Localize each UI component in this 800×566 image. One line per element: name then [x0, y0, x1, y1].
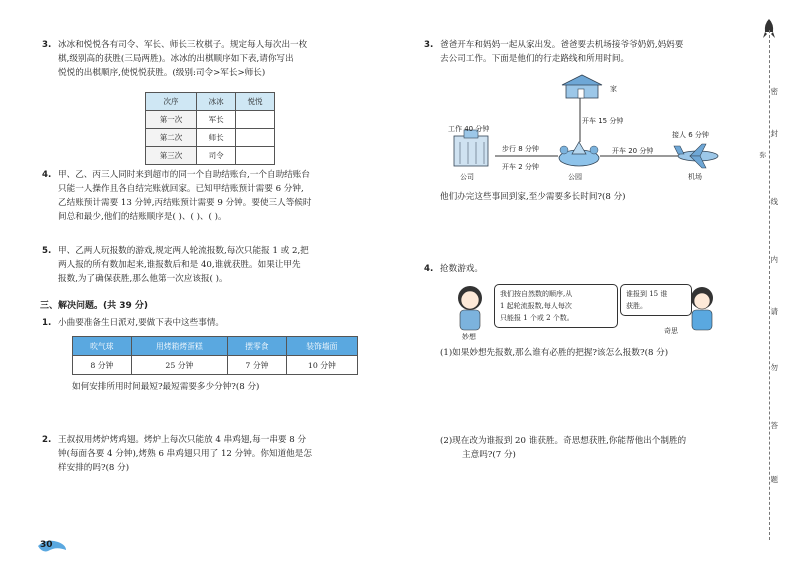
q4-line-1: 甲、乙、丙三人同时来到超市的同一个自助结账台,一个自助结账台 — [58, 170, 310, 180]
s1-number: 1. — [42, 318, 52, 328]
page-number: 30 — [40, 540, 53, 550]
bubble-left-line: 只能报 1 个或 2 个数。 — [500, 314, 574, 322]
name-qisi: 奇思 — [664, 327, 678, 335]
q4-line-2: 只能一人操作且各自结完账就回家。已知甲结账预计需要 6 分钟, — [58, 184, 304, 194]
map-label-airport: 机场 — [688, 173, 702, 181]
sidebar-char: 答 — [770, 421, 778, 430]
s4-sub1: (1)如果妙想先报数,那么谁有必胜的把握?该怎么报数?(8 分) — [440, 348, 669, 358]
q3-table-cell: 第一次 — [146, 111, 197, 129]
bubble-right-line: 谁报到 15 谁 — [626, 290, 668, 298]
q3-table-cell: 第二次 — [146, 129, 197, 147]
q3-table-header-yueyue: 悦悦 — [236, 93, 275, 111]
s1-table-value: 25 分钟 — [131, 356, 227, 375]
q3-table — [145, 92, 275, 165]
q3-answer-cell[interactable] — [236, 111, 275, 129]
q5-line-1: 甲、乙两人玩报数的游戏,规定两人轮流报数,每次只能报 1 或 2,把 — [58, 246, 309, 256]
q3-table-header-bingbing: 冰冰 — [197, 93, 236, 111]
binding-line — [769, 30, 770, 540]
q3-table-header-order: 次序 — [146, 93, 197, 111]
bubble-left-line: 我们按自然数的顺序,从 — [500, 290, 573, 298]
q4-line-3: 乙结账预计需要 13 分钟,丙结账预计需要 9 分钟。要使三人等候时 — [58, 198, 312, 208]
sidebar-char: 线 — [770, 197, 778, 206]
map-label-home: 家 — [610, 85, 617, 93]
house-icon — [562, 75, 602, 98]
map-label-drive-park-company: 开车 2 分钟 — [502, 163, 539, 171]
s1-table-header: 装饰墙面 — [286, 337, 357, 356]
sidebar-char: 内 — [770, 255, 778, 264]
s2-number: 2. — [42, 435, 52, 445]
s1-table-header: 吹气球 — [73, 337, 132, 356]
s1-line: 小曲要准备生日派对,要做下表中这些事情。 — [58, 318, 225, 328]
sidebar-char: 请 — [770, 307, 778, 316]
map-label-walk: 步行 8 分钟 — [502, 145, 539, 153]
sidebar-char: 密 — [770, 87, 778, 96]
q3-line-2: 棋,级别高的获胜(三局两胜)。冰冰的出棋顺序如下表,请你写出 — [58, 54, 294, 64]
sidebar-mi: 弥 — [759, 151, 766, 159]
airplane-icon — [674, 144, 718, 168]
s1-table-value: 8 分钟 — [73, 356, 132, 375]
bubble-right-line: 获胜。 — [626, 302, 647, 310]
q3-table-cell: 军长 — [197, 111, 236, 129]
q3-line-1: 冰冰和悦悦各有司令、军长、师长三枚棋子。规定每人每次出一枚 — [58, 40, 308, 50]
q3-answer-cell[interactable] — [236, 147, 275, 165]
q3-answer-cell[interactable] — [236, 129, 275, 147]
map-label-work: 工作 40 分钟 — [448, 125, 490, 133]
bubble-left-line: 1 起轮流报数,每人每次 — [500, 302, 572, 310]
page-number-badge — [36, 538, 68, 554]
sidebar-char: 封 — [770, 129, 778, 138]
map-label-pickup: 接人 6 分钟 — [672, 131, 709, 139]
s2-line-2: 钟(每面各要 4 分钟),烤熟 6 串鸡翅只用了 12 分钟。你知道他是怎 — [58, 449, 312, 459]
q3-table-cell: 师长 — [197, 129, 236, 147]
s1-table-header: 摆零食 — [228, 337, 287, 356]
q3-table-cell: 司令 — [197, 147, 236, 165]
s3-line-2: 去公司工作。下面是他们的行走路线和所用时间。 — [440, 54, 630, 64]
office-building-icon — [454, 130, 488, 166]
q4-number: 4. — [42, 170, 52, 180]
s4-sub2-line-1: (2)现在改为谁报到 20 谁获胜。奇思想获胜,你能帮他出个制胜的 — [440, 436, 687, 446]
q3-table-cell: 第三次 — [146, 147, 197, 165]
section-3-title: 三、解决问题。(共 39 分) — [40, 301, 149, 311]
boy-qisi-icon — [682, 284, 722, 334]
route-map — [440, 74, 740, 186]
q5-number: 5. — [42, 246, 52, 256]
s1-question: 如何安排所用时间最短?最短需要多少分钟?(8 分) — [72, 382, 260, 392]
map-label-drive-park-airport: 开车 20 分钟 — [612, 147, 654, 155]
s1-table-value: 10 分钟 — [286, 356, 357, 375]
s4-title: 抢数游戏。 — [440, 264, 483, 274]
q3-number: 3. — [42, 40, 52, 50]
s4-number: 4. — [424, 264, 434, 274]
s3-line-1: 爸爸开车和妈妈一起从家出发。爸爸要去机场接爷爷奶奶,妈妈要 — [440, 40, 684, 50]
name-miaoxiang: 妙想 — [462, 333, 476, 341]
s1-table-header: 用烤箱烤蛋糕 — [131, 337, 227, 356]
q3-line-3: 悦悦的出棋顺序,使悦悦获胜。(级别:司令>军长>师长) — [58, 68, 266, 78]
q4-line-4: 间总和最少,他们的结账顺序是( )、( )、( )。 — [58, 212, 227, 222]
park-icon — [559, 142, 599, 166]
s3-number: 3. — [424, 40, 434, 50]
sidebar-char: 题 — [770, 475, 778, 484]
map-label-park: 公园 — [568, 173, 582, 181]
map-label-company: 公司 — [460, 173, 474, 181]
map-label-drive-home-park: 开车 15 分钟 — [582, 117, 624, 125]
speech-bubble-left — [494, 284, 618, 328]
s2-line-1: 王叔叔用烤炉烤鸡翅。烤炉上每次只能放 4 串鸡翅,每一串要 8 分 — [58, 435, 307, 445]
s4-sub2-line-2: 主意吗?(7 分) — [462, 450, 516, 460]
q5-line-2: 两人报的所有数加起来,谁报数后和是 40,谁就获胜。如果让甲先 — [58, 260, 301, 270]
q5-line-3: 报数,为了确保获胜,那么他第一次应该报( )。 — [58, 274, 228, 284]
s1-table-value: 7 分钟 — [228, 356, 287, 375]
s3-question: 他们办完这些事回到家,至少需要多长时间?(8 分) — [440, 192, 626, 202]
sidebar-char: 勿 — [770, 363, 778, 372]
s1-table — [72, 336, 358, 375]
s2-line-3: 样安排的吗?(8 分) — [58, 463, 130, 473]
girl-miaoxiang-icon — [448, 282, 494, 334]
